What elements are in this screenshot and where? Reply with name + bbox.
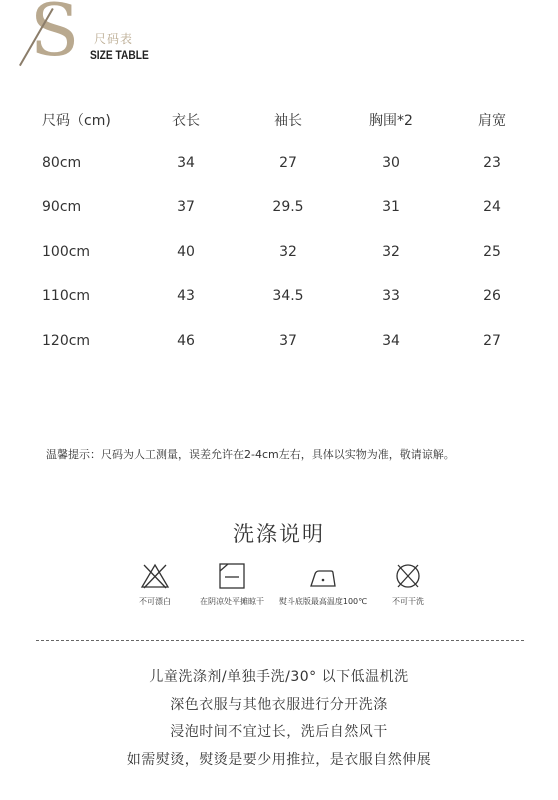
length-cell: 37 xyxy=(177,199,195,215)
header-shoulder: 肩宽 xyxy=(478,113,506,129)
size-table-title-en: SIZE TABLE xyxy=(90,48,149,62)
chest-cell: 31 xyxy=(382,199,400,215)
header-length: 衣长 xyxy=(172,113,200,129)
table-row xyxy=(0,244,558,289)
size-table-title-cn: 尺码表 xyxy=(94,32,134,46)
sleeve-cell: 27 xyxy=(279,154,297,171)
logo-letter: S xyxy=(30,0,80,72)
size-cell: 100cm xyxy=(42,243,91,260)
chest-cell: 34 xyxy=(382,332,400,349)
chest-cell: 33 xyxy=(382,288,400,304)
size-table xyxy=(0,110,558,377)
wash-line: 深色衣服与其他衣服进行分开洗涤 xyxy=(170,697,388,713)
length-cell: 46 xyxy=(177,332,195,349)
size-cell: 80cm xyxy=(42,154,82,171)
shoulder-cell: 26 xyxy=(483,288,501,304)
table-row xyxy=(0,333,558,378)
table-row xyxy=(0,199,558,244)
table-row xyxy=(0,155,558,200)
shoulder-cell: 23 xyxy=(483,154,501,171)
no-dry-clean-item xyxy=(353,562,463,607)
size-cell: 120cm xyxy=(42,332,91,349)
wash-line: 儿童洗涤剂/单独手洗/30° 以下低温机洗 xyxy=(149,669,409,685)
shoulder-cell: 25 xyxy=(483,243,501,260)
sleeve-cell: 34.5 xyxy=(272,288,304,304)
shoulder-cell: 24 xyxy=(483,199,501,215)
length-cell: 40 xyxy=(177,243,195,260)
sleeve-cell: 29.5 xyxy=(272,199,304,215)
no-bleach-label: 不可漂白 xyxy=(139,597,171,606)
wash-title: 洗涤说明 xyxy=(233,522,325,546)
dashed-divider xyxy=(36,640,524,641)
measurement-tip: 温馨提示：尺码为人工测量，误差允许在2-4cm左右，具体以实物为准，敬请谅解。 xyxy=(46,448,455,461)
dry-flat-label: 在阴凉处平摊晾干 xyxy=(200,597,264,606)
iron-icon xyxy=(307,562,339,590)
wash-line: 如需熨烫，熨烫是要少用推拉，是衣服自然伸展 xyxy=(126,752,432,768)
no-dry-clean-icon xyxy=(393,562,423,590)
no-dry-clean-label: 不可干洗 xyxy=(392,597,424,606)
chest-cell: 30 xyxy=(382,154,400,171)
header-sleeve: 袖长 xyxy=(274,113,302,129)
header-size: 尺码（cm) xyxy=(42,113,111,129)
size-cell: 90cm xyxy=(42,199,82,215)
iron-label: 熨斗底版最高温度100℃ xyxy=(278,597,368,606)
sleeve-cell: 32 xyxy=(279,243,297,260)
no-bleach-icon xyxy=(140,562,170,590)
dry-flat-shade-icon xyxy=(217,562,247,590)
table-row xyxy=(0,288,558,333)
table-header-row xyxy=(0,110,558,155)
chest-cell: 32 xyxy=(382,243,400,260)
size-cell: 110cm xyxy=(42,288,91,304)
wash-line: 浸泡时间不宜过长，洗后自然风干 xyxy=(170,724,388,740)
length-cell: 43 xyxy=(177,288,195,304)
header-chest: 胸围*2 xyxy=(369,113,413,129)
sleeve-cell: 37 xyxy=(279,332,297,349)
length-cell: 34 xyxy=(177,154,195,171)
shoulder-cell: 27 xyxy=(483,332,501,349)
